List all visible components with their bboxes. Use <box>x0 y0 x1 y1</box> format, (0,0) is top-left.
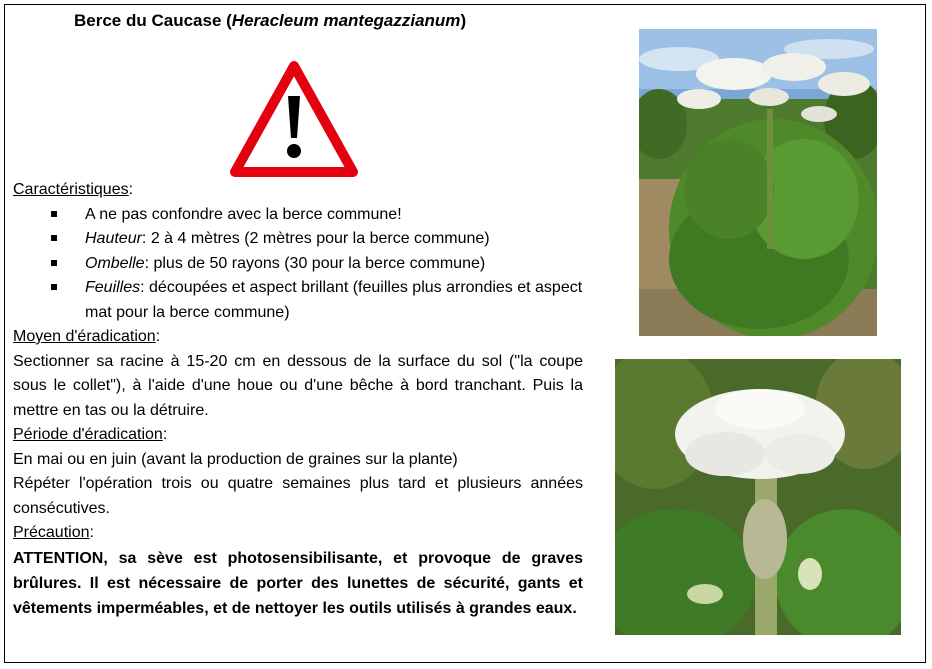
list-item: Feuilles: découpées et aspect brillant (feuilles plus arrondies et aspect mat pour la berce commune) <box>13 276 583 325</box>
plant-photo-flower <box>615 359 901 635</box>
periode-line-1: En mai ou en juin (avant la production de graines sur la plante) <box>13 450 458 468</box>
title-latin-name: Heracleum mantegazzianum <box>231 11 461 30</box>
list-item: A ne pas confondre avec la berce commune! <box>13 203 583 228</box>
list-item: Ombelle: plus de 50 rayons (30 pour la berce commune) <box>13 252 583 277</box>
section-periode-heading: Période d'éradication: <box>13 426 168 443</box>
section-caracteristiques-heading: Caractéristiques: <box>13 181 134 198</box>
list-item: Hauteur: 2 à 4 mètres (2 mètres pour la berce commune) <box>13 227 583 252</box>
section-moyen-heading: Moyen d'éradication: <box>13 328 161 345</box>
warning-triangle-icon <box>229 60 359 178</box>
bullet-icon <box>51 211 57 217</box>
precaution-text: ATTENTION, sa sève est photosensibilisante, et provoque de graves brûlures. Il est nécessaire de porter des lunettes de sécurité, gants et vêtements imperméables, et de nettoyer les outils utilisés à grandes eaux. <box>13 549 583 617</box>
periode-line-2: Répéter l'opération trois ou quatre semaines plus tard et plusieurs années consécutives. <box>13 475 583 517</box>
caracteristiques-list <box>13 203 583 326</box>
section-precaution-heading: Précaution: <box>13 524 94 541</box>
moyen-text: Sectionner sa racine à 15-20 cm en dessous de la surface du sol ("la coupe sous le collet"), à l'aide d'une houe ou d'une bêche à bord tranchant. Puis la mettre en tas ou la détruire. <box>13 352 583 419</box>
title-main: Berce du Caucase ( <box>74 11 232 30</box>
bullet-icon <box>51 260 57 266</box>
plant-photo-full <box>639 29 877 336</box>
bullet-icon <box>51 235 57 241</box>
main-text <box>13 178 583 621</box>
page-title <box>74 11 466 31</box>
bullet-icon <box>51 284 57 290</box>
title-close: ) <box>460 11 467 30</box>
